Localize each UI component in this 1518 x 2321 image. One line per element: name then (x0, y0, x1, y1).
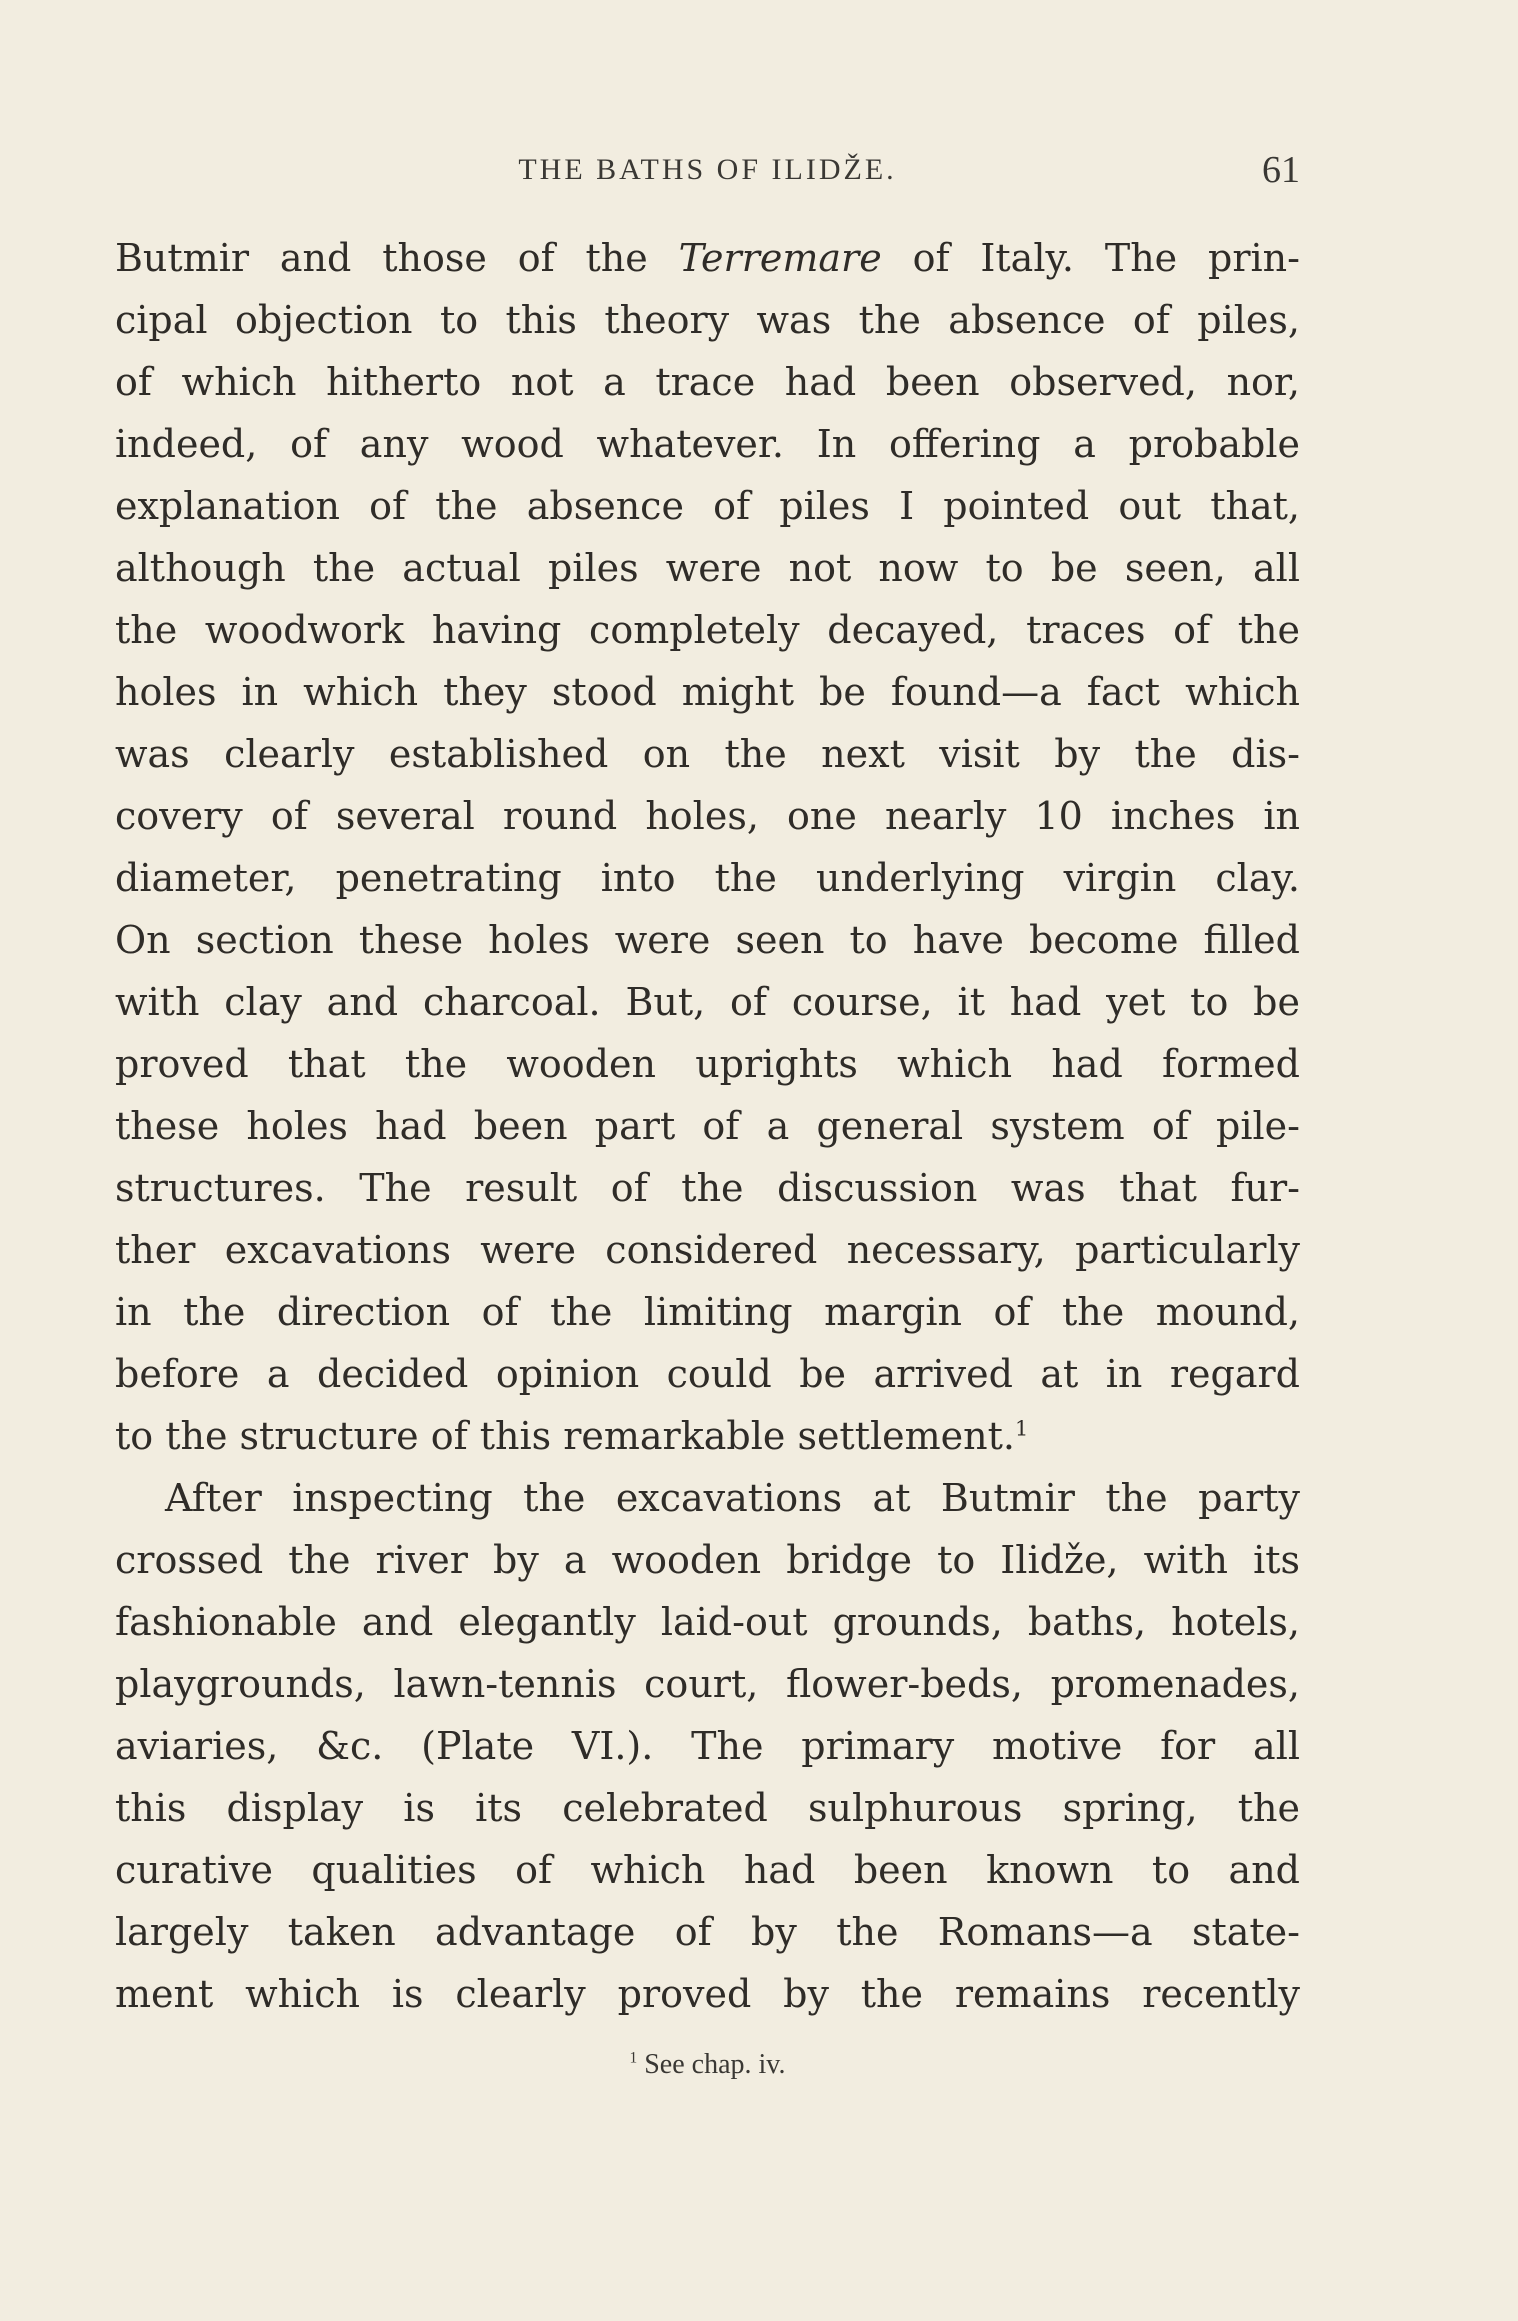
text-line: structures. The result of the discussion was that fur- (115, 1166, 1300, 1210)
text-line: holes in which they stood might be found—a fact which (115, 670, 1300, 714)
body-text (115, 227, 1300, 2025)
text-line: this display is its celebrated sulphurous spring, the (115, 1786, 1300, 1830)
footnote (115, 2040, 1300, 2090)
text-line: of which hitherto not a trace had been observed, nor, (115, 360, 1300, 404)
text-line: these holes had been part of a general system of pile- (115, 1104, 1300, 1148)
text-line: was clearly established on the next visit by the dis- (115, 732, 1300, 776)
text-line: cipal objection to this theory was the absence of piles, (115, 298, 1300, 342)
text-line: ther excavations were considered necessary, particularly (115, 1228, 1300, 1272)
text-line: proved that the wooden uprights which had formed (115, 1042, 1300, 1086)
text-line: although the actual piles were not now to be seen, all (115, 546, 1300, 590)
italic-term: Terremare (678, 236, 882, 280)
running-head (115, 145, 1300, 195)
text-line: explanation of the absence of piles I pointed out that, (115, 484, 1300, 528)
text-line: before a decided opinion could be arrived at in regard (115, 1352, 1300, 1396)
text-line: aviaries, &c. (Plate VI.). The primary motive for all (115, 1724, 1300, 1768)
text-line: playgrounds, lawn-tennis court, flower-beds, promenades, (115, 1662, 1300, 1706)
page-number: 61 (1262, 149, 1300, 191)
text-line: curative qualities of which had been known to and (115, 1848, 1300, 1892)
text-line: ment which is clearly proved by the remains recently (115, 1972, 1300, 2016)
text-line: largely taken advantage of by the Romans—a state- (115, 1910, 1300, 1954)
text-line: in the direction of the limiting margin of the mound, (115, 1290, 1300, 1334)
text-line: diameter, penetrating into the underlying virgin clay. (115, 856, 1300, 900)
text-line: indeed, of any wood whatever. In offering a probable (115, 422, 1300, 466)
text-line: the woodwork having completely decayed, traces of the (115, 608, 1300, 652)
footnote-ref: 1 (1014, 1416, 1029, 1441)
text-line: Butmir and those of the Terremare of Italy. The prin- (115, 236, 1300, 280)
footnote-text: See chap. iv. (644, 2049, 786, 2080)
running-title: THE BATHS OF ILIDŽE. (518, 153, 897, 186)
text-line: On section these holes were seen to have become filled (115, 918, 1300, 962)
text-line: covery of several round holes, one nearly 10 inches in (115, 794, 1300, 838)
footnote-marker: 1 (629, 2049, 638, 2067)
text-line: with clay and charcoal. But, of course, it had yet to be (115, 980, 1300, 1024)
text-line: crossed the river by a wooden bridge to Ilidže, with its (115, 1538, 1300, 1582)
paragraph-start-line: After inspecting the excavations at Butmir the party (165, 1476, 1300, 1520)
paragraph-end-line: to the structure of this remarkable settlement.$^1$ (115, 1414, 1029, 1458)
text-line: fashionable and elegantly laid-out grounds, baths, hotels, (115, 1600, 1300, 1644)
